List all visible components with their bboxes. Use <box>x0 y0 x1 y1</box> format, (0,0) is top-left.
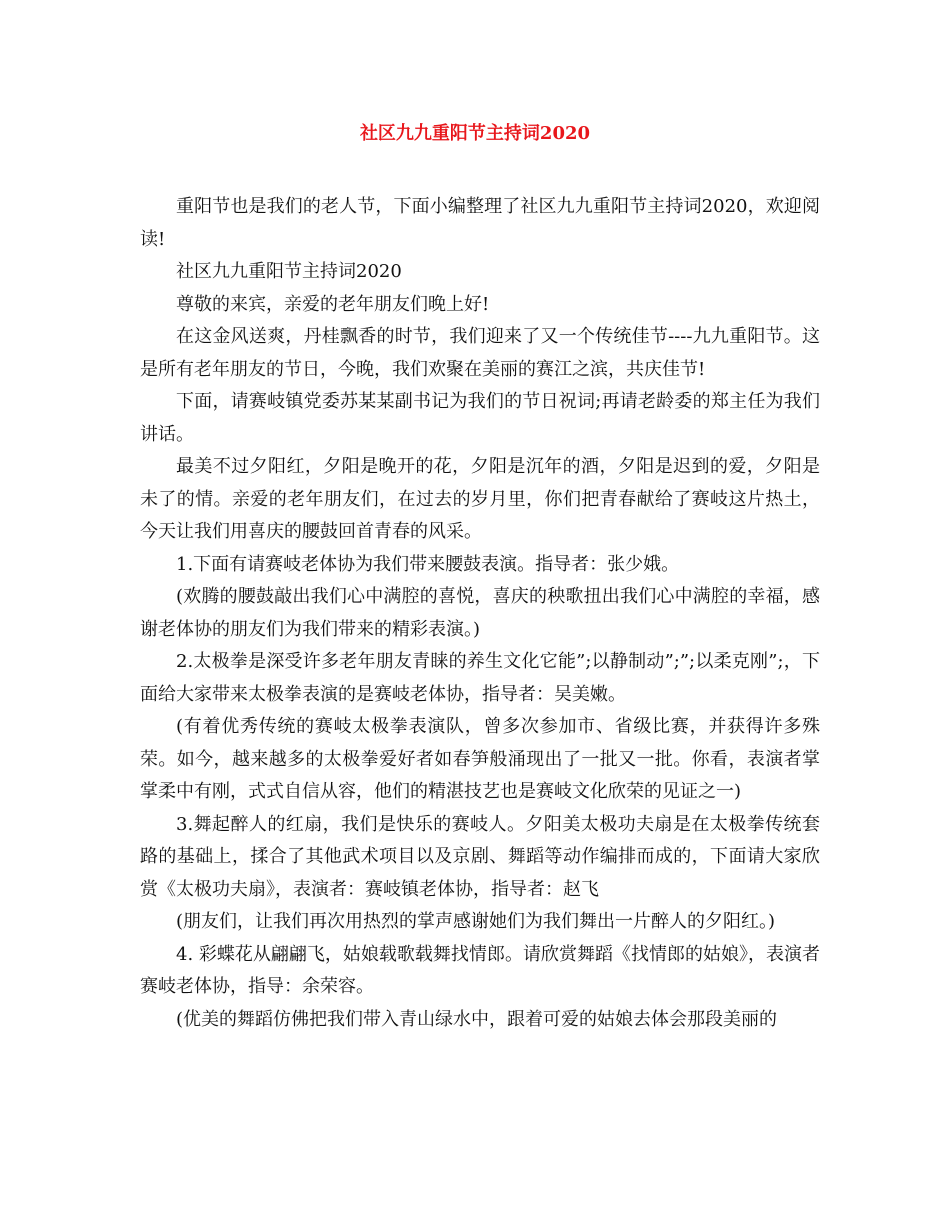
paragraph-program-4: 4. 彩蝶花从翩翩飞，姑娘载歌载舞找情郎。请欣赏舞蹈《找情郎的姑娘》，表演者赛岐老体协，指导：余荣容。 <box>140 943 820 997</box>
paragraph-remark-1: (欢腾的腰鼓敲出我们心中满腔的喜悦，喜庆的秧歌扭出我们心中满腔的幸福，感谢老体协的朋友们为我们带来的精彩表演。) <box>140 586 820 640</box>
paragraph-program-3: 3.舞起醉人的红扇，我们是快乐的赛岐人。夕阳美太极功夫扇是在太极拳传统套路的基础上，揉合了其他武术项目以及京剧、舞蹈等动作编排而成的，下面请大家欣赏《太极功夫扇》，表演者：赛岐镇老体协，指导者：赵飞 <box>140 813 820 900</box>
paragraph-remark-4: (优美的舞蹈仿佛把我们带入青山绿水中，跟着可爱的姑娘去体会那段美丽的 <box>176 1008 778 1030</box>
paragraph-subtitle: 社区九九重阳节主持词2020 <box>176 261 402 282</box>
paragraph-greeting: 尊敬的来宾，亲爱的老年朋友们晚上好! <box>176 293 490 315</box>
paragraph-sunset: 最美不过夕阳红，夕阳是晚开的花，夕阳是沉年的酒，夕阳是迟到的爱，夕阳是未了的情。亲爱的老年朋友们，在过去的岁月里，你们把青春献给了赛岐这片热土，今天让我们用喜庆的腰鼓回首青春的风采。 <box>140 456 820 542</box>
paragraph-opening: 在这金风送爽，丹桂飘香的时节，我们迎来了又一个传统佳节----九九重阳节。这是所有老年朋友的节日，今晚，我们欢聚在美丽的赛江之滨，共庆佳节! <box>140 326 820 380</box>
paragraph-program-1: 1.下面有请赛岐老体协为我们带来腰鼓表演。指导者：张少娥。 <box>176 553 680 575</box>
document-body <box>140 191 820 1036</box>
paragraph-intro: 重阳节也是我们的老人节，下面小编整理了社区九九重阳节主持词2020，欢迎阅读! <box>140 196 820 250</box>
paragraph-remark-3: (朋友们，让我们再次用热烈的掌声感谢她们为我们舞出一片醉人的夕阳红。) <box>176 911 776 932</box>
paragraph-remark-2: (有着优秀传统的赛岐太极拳表演队，曾多次参加市、省级比赛，并获得许多殊荣。如今，越来越多的太极拳爱好者如春笋般涌现出了一批又一批。你看，表演者掌掌柔中有刚，式式自信从容，他们的精湛技艺也是赛岐文化欣荣的见证之一) <box>140 716 820 802</box>
document-title: 社区九九重阳节主持词2020 <box>359 123 591 144</box>
paragraph-program-2: 2.太极拳是深受许多老年朋友青睐的养生文化它能”;以静制动”;”;以柔克刚”;，下面给大家带来太极拳表演的是赛岐老体协，指导者：吴美嫩。 <box>140 651 820 705</box>
paragraph-speeches: 下面，请赛岐镇党委苏某某副书记为我们的节日祝词;再请老龄委的郑主任为我们讲话。 <box>140 391 820 445</box>
